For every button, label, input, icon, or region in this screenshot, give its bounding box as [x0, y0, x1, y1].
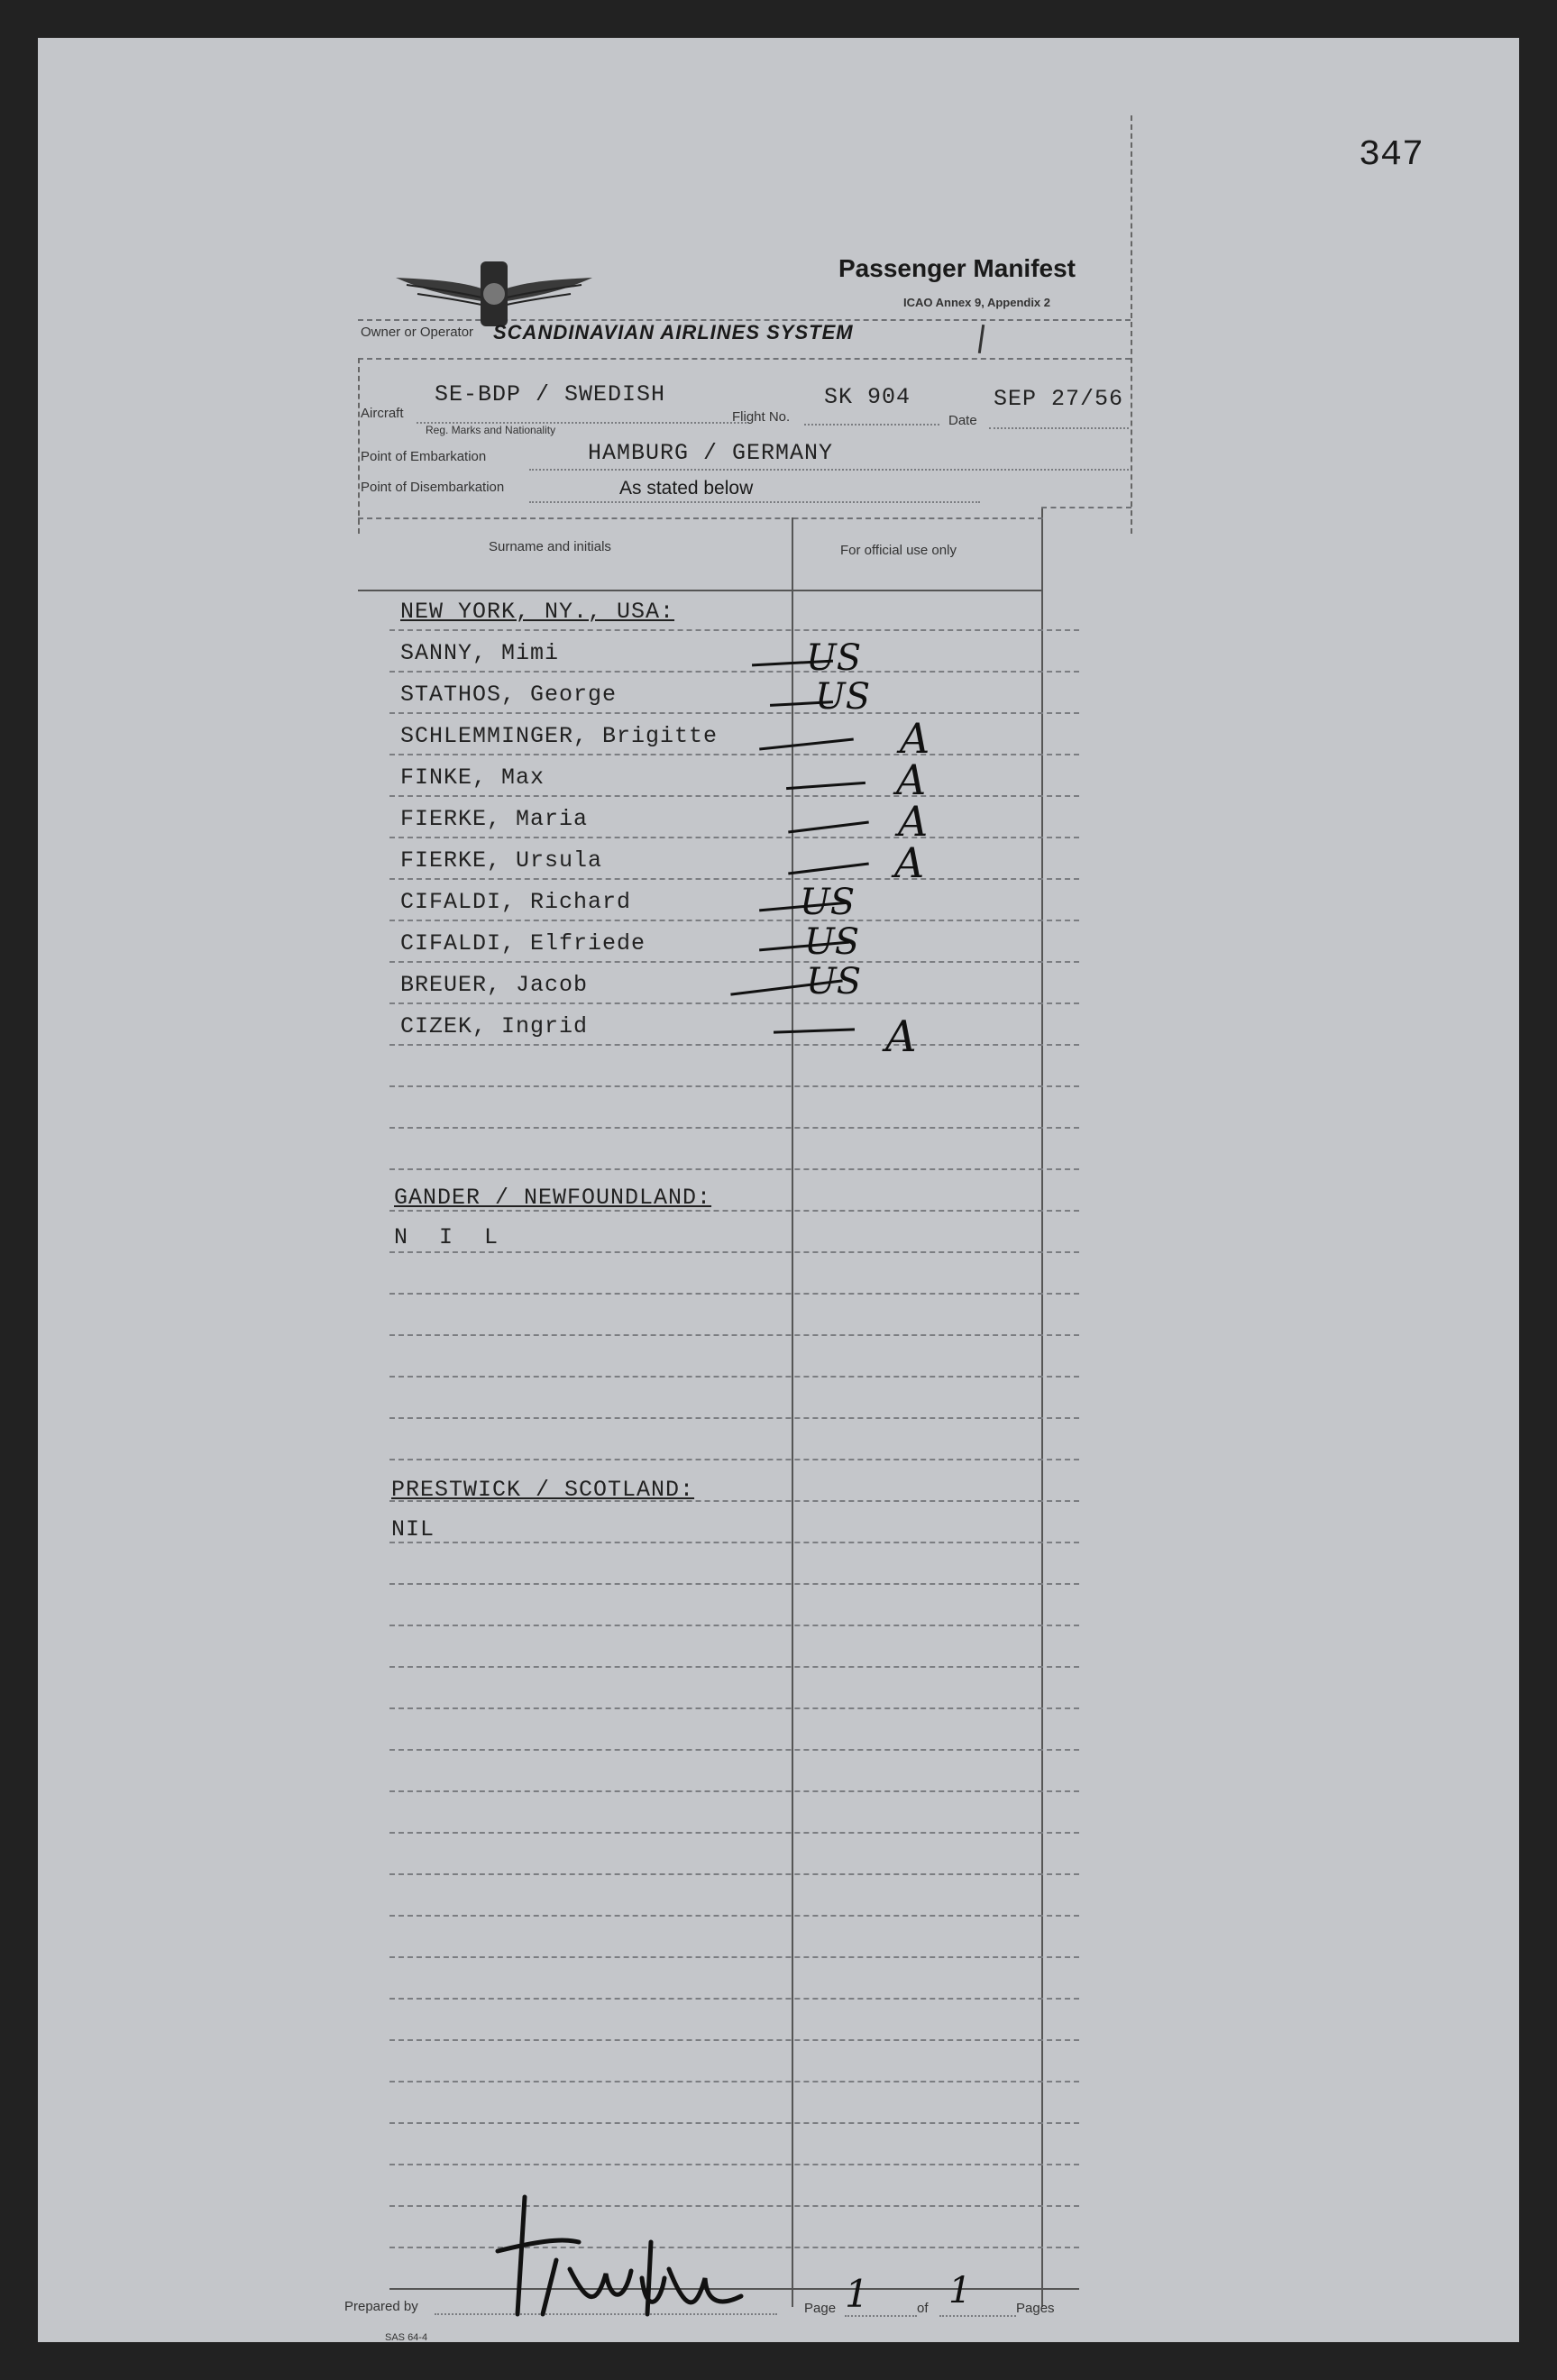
page-number: 347 — [1359, 135, 1424, 176]
row-line — [389, 1915, 1079, 1917]
section-heading-prestwick: PRESTWICK / SCOTLAND: — [391, 1477, 695, 1503]
prepared-by-label: Prepared by — [344, 2299, 418, 2314]
official-mark: A — [885, 1012, 917, 1062]
owner-mark — [978, 325, 985, 353]
pages-underline — [939, 2315, 1016, 2317]
disembarkation-value: As stated below — [619, 478, 754, 499]
passenger-name: FIERKE, Ursula — [400, 847, 603, 874]
row-line — [389, 1376, 1079, 1378]
official-mark: A — [894, 838, 925, 887]
header-rule — [358, 358, 1131, 360]
row-line — [389, 754, 1079, 755]
handwritten-dash — [774, 1028, 855, 1033]
official-mark: US — [804, 921, 860, 963]
official-box-right-border — [1041, 507, 1043, 554]
aircraft-label: Aircraft — [361, 406, 404, 421]
row-line — [389, 961, 1079, 963]
official-mark: A — [900, 714, 930, 763]
flight-label: Flight No. — [732, 409, 791, 425]
row-line — [389, 1583, 1079, 1585]
table-right-border — [1041, 554, 1043, 2307]
manifest-title: Passenger Manifest — [838, 254, 1076, 282]
row-line — [389, 878, 1079, 880]
row-line — [389, 671, 1079, 673]
passenger-name: STATHOS, George — [400, 682, 618, 708]
of-label: of — [917, 2301, 929, 2316]
section-note-prestwick: NIL — [391, 1516, 435, 1542]
reg-label: Reg. Marks and Nationality — [426, 424, 556, 436]
official-mark: US — [806, 961, 862, 1002]
surname-column-header: Surname and initials — [489, 539, 611, 554]
row-line — [389, 2039, 1079, 2041]
row-line — [389, 920, 1079, 921]
pages-value: 1 — [948, 2270, 972, 2311]
row-line — [389, 1707, 1079, 1709]
embarkation-label: Point of Embarkation — [361, 449, 487, 464]
handwritten-dash — [759, 738, 854, 751]
passenger-name: FINKE, Max — [400, 764, 545, 791]
row-line — [389, 1168, 1079, 1170]
row-line — [389, 1085, 1079, 1087]
handwritten-dash — [786, 782, 866, 790]
official-mark: A — [898, 797, 929, 846]
passenger-name: CIFALDI, Richard — [400, 889, 632, 915]
page-underline — [845, 2315, 917, 2317]
row-line — [389, 837, 1079, 838]
row-line — [389, 2164, 1079, 2165]
row-line — [389, 1625, 1079, 1626]
row-line — [389, 1790, 1079, 1792]
official-box-top-border — [1041, 507, 1131, 508]
row-line — [389, 1251, 1079, 1253]
official-mark: US — [806, 637, 862, 679]
row-line — [389, 629, 1079, 631]
passenger-name: CIZEK, Ingrid — [400, 1013, 589, 1039]
passenger-name: FIERKE, Maria — [400, 806, 589, 832]
row-line — [389, 1417, 1079, 1419]
row-line — [389, 1044, 1079, 1046]
passenger-name: SCHLEMMINGER, Brigitte — [400, 723, 719, 749]
row-line — [389, 2122, 1079, 2124]
disembarkation-underline — [529, 501, 980, 503]
owner-label: Owner or Operator — [361, 325, 474, 340]
header-row-bottom — [358, 590, 1043, 591]
header-box-left-border — [358, 358, 360, 534]
date-value: SEP 27/56 — [994, 386, 1124, 412]
handwritten-dash — [788, 821, 869, 834]
section-heading-new-york: NEW YORK, NY., USA: — [400, 599, 675, 625]
pages-label: Pages — [1016, 2301, 1055, 2316]
row-line — [389, 795, 1079, 797]
row-line — [389, 1998, 1079, 2000]
passenger-name: BREUER, Jacob — [400, 972, 589, 998]
handwritten-signature — [471, 2188, 759, 2323]
section-heading-gander: GANDER / NEWFOUNDLAND: — [394, 1185, 712, 1211]
row-line — [389, 1334, 1079, 1336]
row-line — [389, 1749, 1079, 1751]
table-top-border — [358, 517, 1043, 519]
official-column-header: For official use only — [840, 543, 957, 558]
page-value: 1 — [845, 2272, 869, 2316]
section-note-gander: N I L — [394, 1224, 508, 1250]
manifest-subtitle: ICAO Annex 9, Appendix 2 — [903, 296, 1051, 309]
manifest-page — [38, 38, 1519, 2342]
official-mark: US — [800, 882, 856, 923]
row-line — [389, 1873, 1079, 1875]
passenger-name: SANNY, Mimi — [400, 640, 560, 666]
handwritten-dash — [788, 863, 869, 875]
row-line — [389, 1542, 1079, 1543]
row-line — [389, 1293, 1079, 1295]
owner-value: SCANDINAVIAN AIRLINES SYSTEM — [493, 321, 854, 343]
row-line — [389, 1002, 1079, 1004]
form-code: SAS 64-4 — [385, 2332, 428, 2343]
row-line — [389, 2081, 1079, 2082]
flight-underline — [804, 424, 939, 426]
official-mark: US — [815, 676, 871, 718]
disembarkation-label: Point of Disembarkation — [361, 480, 505, 495]
row-line — [389, 1459, 1079, 1460]
embarkation-value: HAMBURG / GERMANY — [588, 440, 834, 466]
row-line — [389, 1956, 1079, 1958]
official-mark: A — [896, 755, 927, 804]
row-line — [389, 1832, 1079, 1834]
aircraft-value: SE-BDP / SWEDISH — [435, 381, 666, 407]
passenger-name: CIFALDI, Elfriede — [400, 930, 646, 957]
row-line — [389, 1666, 1079, 1668]
embarkation-underline — [529, 469, 1129, 471]
row-line — [389, 1127, 1079, 1129]
flight-value: SK 904 — [824, 384, 911, 410]
header-box-right-border — [1131, 115, 1132, 534]
page-label: Page — [804, 2301, 837, 2316]
row-line — [389, 712, 1079, 714]
date-label: Date — [948, 413, 977, 428]
date-underline — [989, 427, 1129, 429]
